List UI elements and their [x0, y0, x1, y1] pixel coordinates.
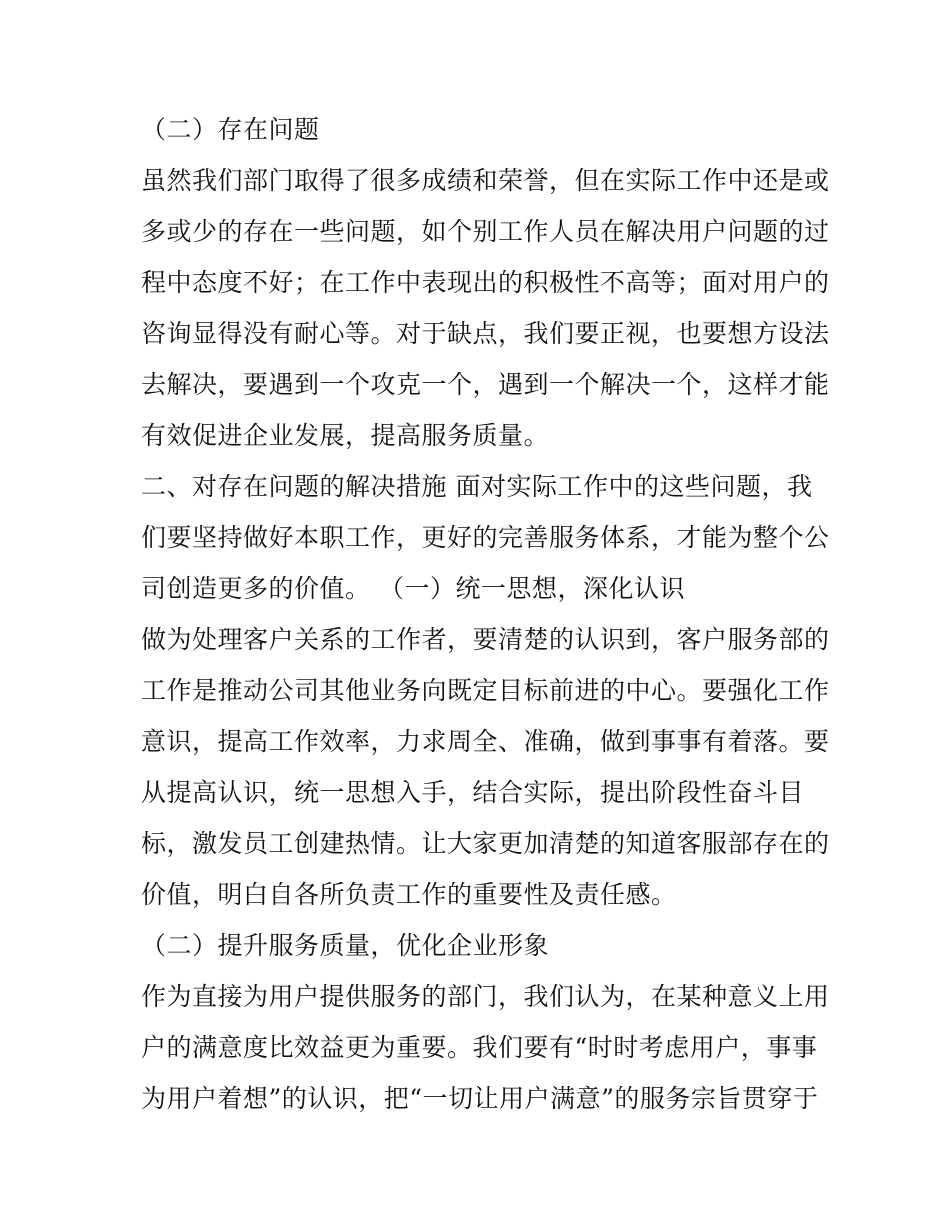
document-body [141, 104, 830, 1124]
text-line: 为用户着想”的认识，把“一切让用户满意”的服务宗旨贯穿于 [141, 1084, 819, 1113]
text-line: 工作是推动公司其他业务向既定目标前进的中心。要强化工作 [141, 676, 830, 705]
text-line: 虽然我们部门取得了很多成绩和荣誉，但在实际工作中还是或 [141, 166, 830, 195]
section-heading-existing-problems: （二）存在问题 [141, 115, 320, 144]
section-heading-solutions: 二、对存在问题的解决措施 面对实际工作中的这些问题，我 [141, 472, 813, 501]
text-line: 作为直接为用户提供服务的部门，我们认为，在某种意义上用 [141, 982, 830, 1011]
text-line: 咨询显得没有耐心等。对于缺点，我们要正视，也要想方设法 [141, 319, 830, 348]
text-line: 意识，提高工作效率，力求周全、准确，做到事事有着落。要 [141, 727, 830, 756]
text-line: 程中态度不好；在工作中表现出的积极性不高等；面对用户的 [141, 268, 830, 297]
text-line: 司创造更多的价值。 （一）统一思想，深化认识 [141, 574, 685, 603]
text-line: 们要坚持做好本职工作，更好的完善服务体系，才能为整个公 [141, 523, 830, 552]
text-line: 多或少的存在一些问题，如个别工作人员在解决用户问题的过 [141, 217, 830, 246]
text-line: 从提高认识，统一思想入手，结合实际，提出阶段性奋斗目 [141, 778, 805, 807]
section-heading-service-quality: （二）提升服务质量，优化企业形象 [141, 931, 550, 960]
text-line: 户的满意度比效益更为重要。我们要有“时时考虑用户，事事 [141, 1033, 818, 1062]
text-line: 有效促进企业发展，提高服务质量。 [141, 421, 550, 450]
text-line: 标，激发员工创建热情。让大家更加清楚的知道客服部存在的 [141, 829, 830, 858]
text-line: 做为处理客户关系的工作者，要清楚的认识到，客户服务部的 [141, 625, 830, 654]
text-line: 去解决，要遇到一个攻克一个，遇到一个解决一个，这样才能 [141, 370, 830, 399]
text-line: 价值，明白自各所负责工作的重要性及责任感。 [141, 880, 677, 909]
